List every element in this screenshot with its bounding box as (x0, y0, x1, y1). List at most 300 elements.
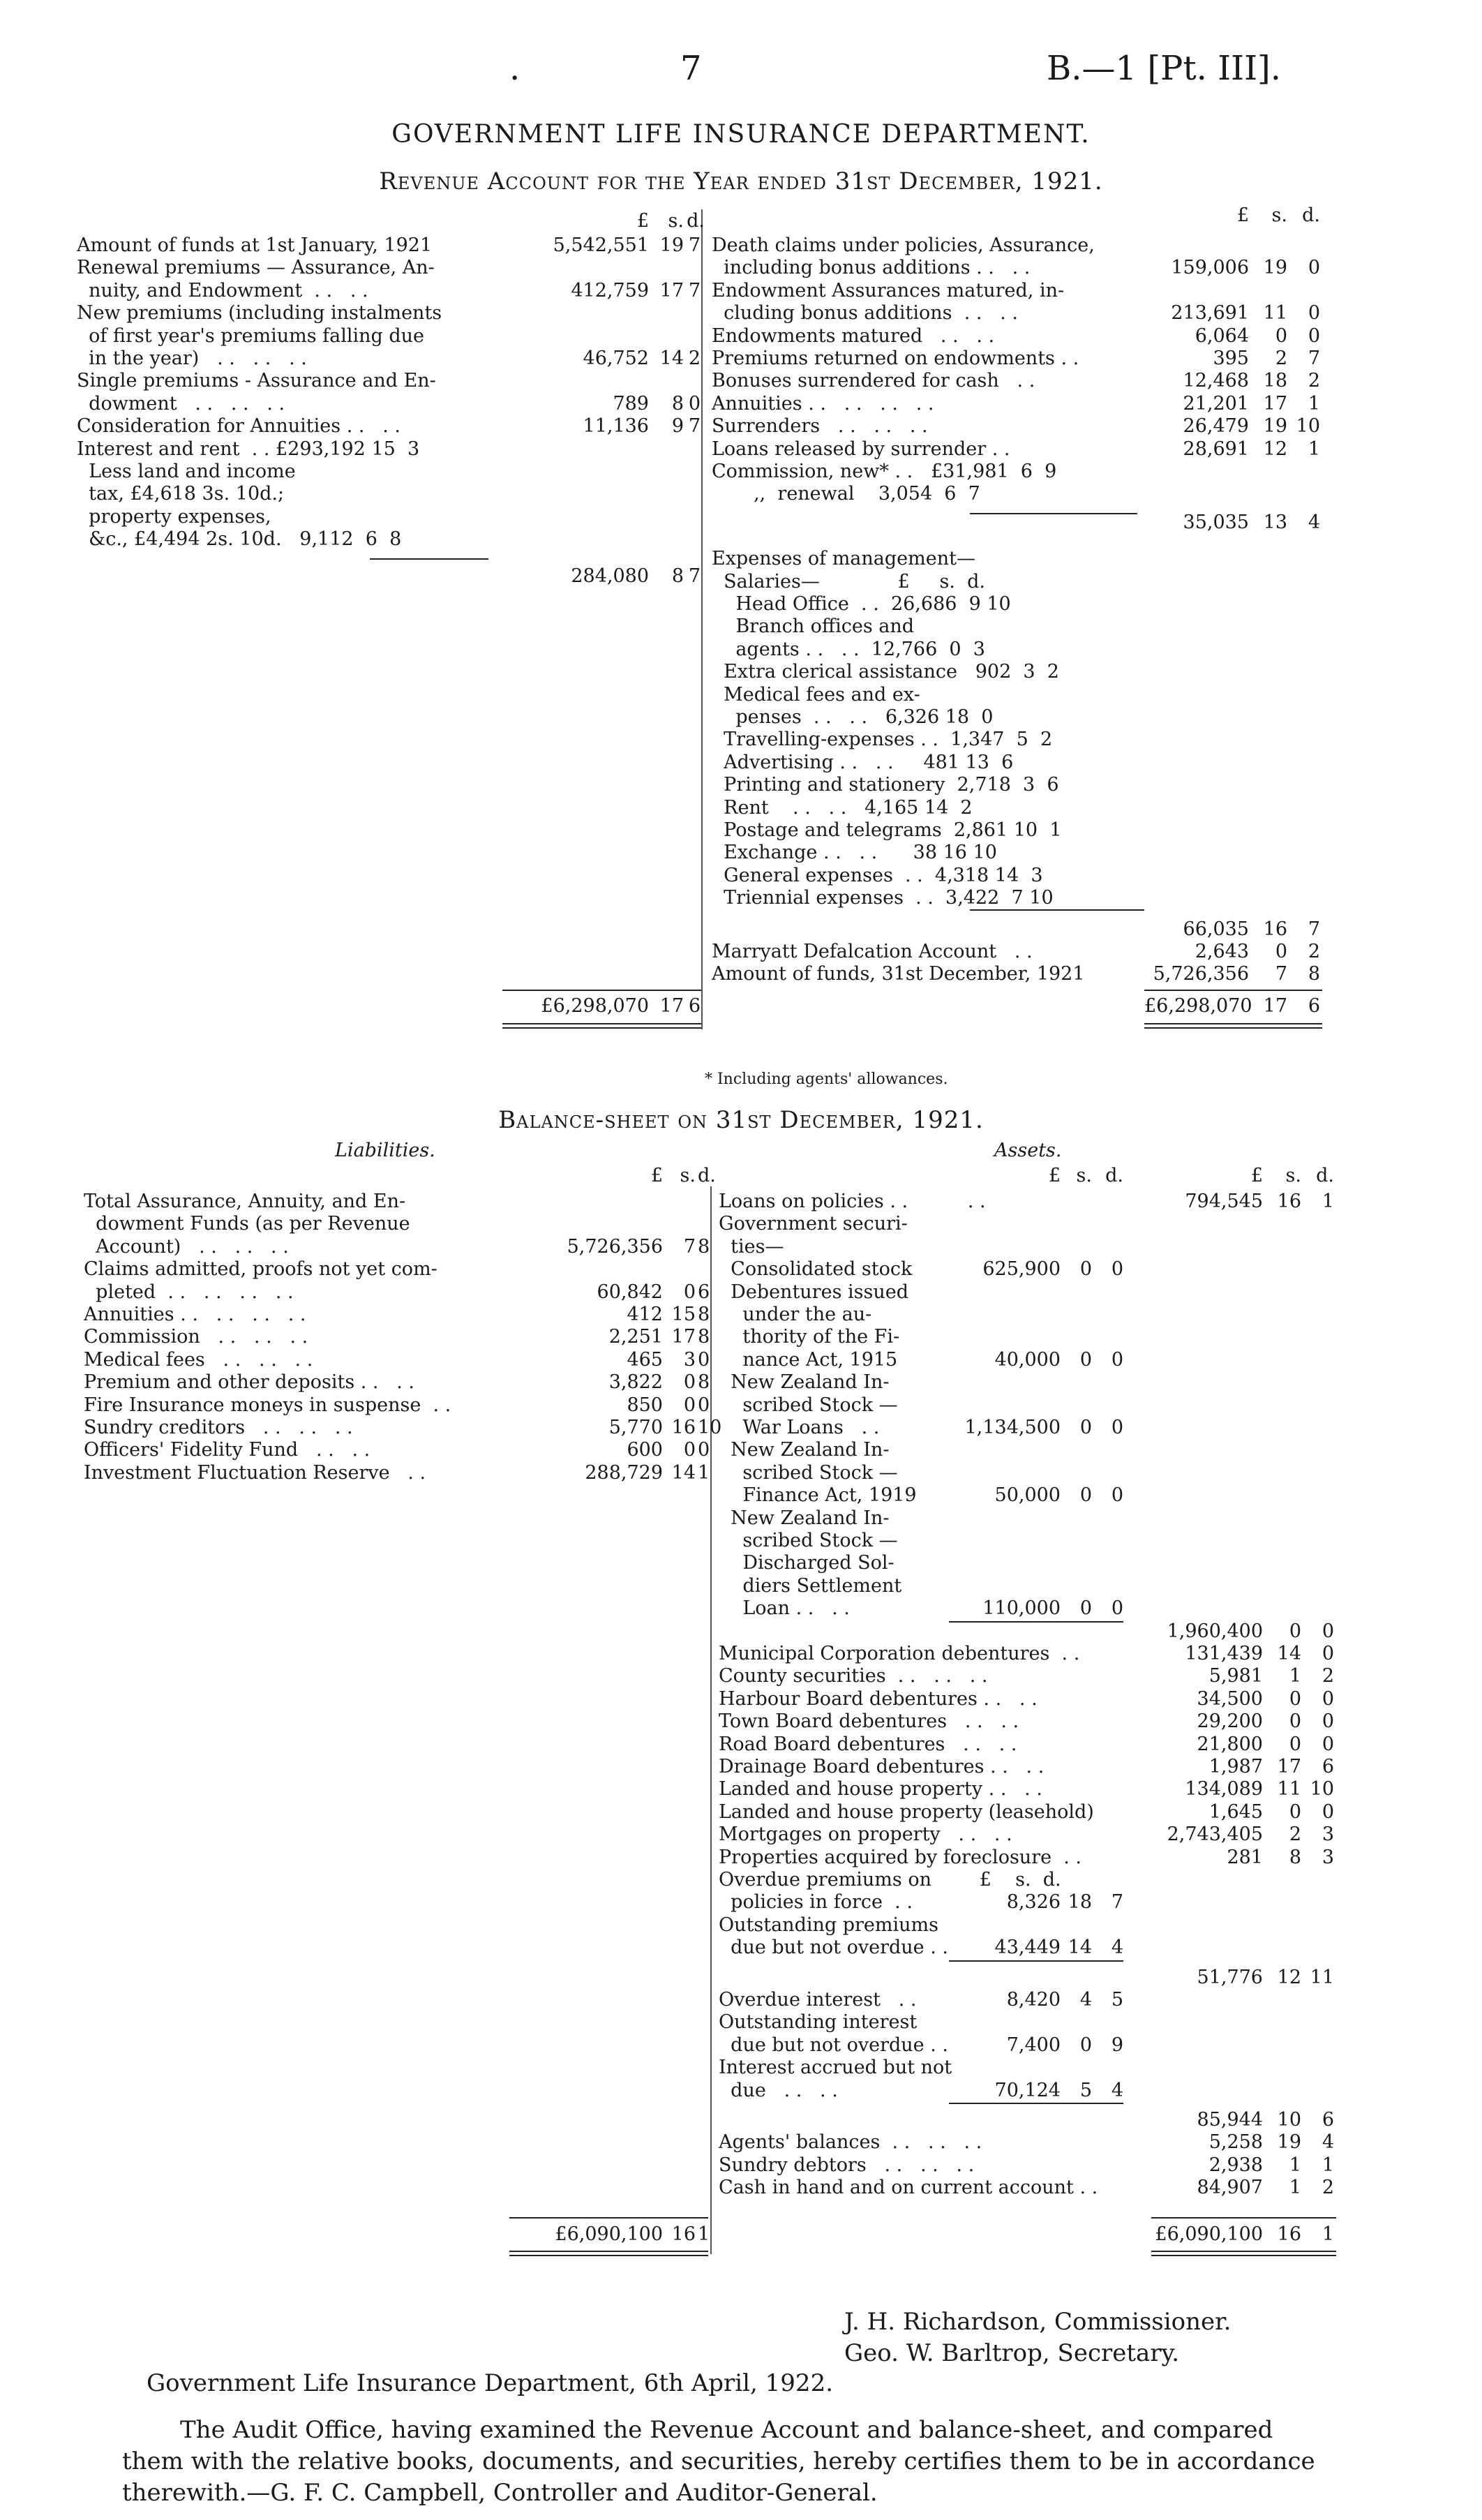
liability-amount-pounds: 60,842 (597, 1281, 663, 1303)
rev-right-total-pence: 6 (1308, 995, 1320, 1017)
liability-amount-shillings: 0 (683, 1371, 696, 1394)
asset-line: Outstanding premiums (719, 1914, 938, 1936)
rev-left-line: of first year's premiums falling due (77, 325, 425, 347)
rev-right-amount-pence: 0 (1308, 302, 1320, 325)
asset-amount-outer-pence: 0 (1322, 1733, 1334, 1755)
rev-right-line: Expenses of management— (712, 548, 975, 570)
asset-amount-outer-pounds: 2,743,405 (1167, 1824, 1263, 1846)
rev-right-amount-pounds: 12,468 (1183, 370, 1249, 392)
rev-right-amount-shillings: 19 (1263, 415, 1287, 438)
assets-total-rule (1151, 2217, 1336, 2219)
asset-line: scribed Stock — (719, 1530, 898, 1551)
asset-amount-outer-shillings: 17 (1277, 1756, 1301, 1777)
asset-amount-inner-shillings: 18 (1068, 1891, 1092, 1914)
rev-right-amount-shillings: 19 (1263, 257, 1287, 279)
asset-premiums-subtotal-rule (949, 1960, 1123, 1962)
rev-right-amount-pence: 0 (1308, 325, 1320, 347)
rev-right-amount-pence: 7 (1308, 918, 1320, 940)
rev-right-expenses-rule (970, 909, 1144, 911)
asset-amount-outer-pence: 6 (1322, 1756, 1334, 1777)
rev-right-line: Endowment Assurances matured, in- (712, 279, 1065, 301)
asset-line: Agents' balances . . . . . . (719, 2131, 982, 2154)
asset-line: due . . . . (719, 2079, 838, 2101)
liability-line: Medical fees . . . . . . (84, 1348, 313, 1371)
rev-right-line: Advertising . . . . 481 13 6 (712, 751, 1014, 773)
rev-left-line: Consideration for Annuities . . . . (77, 415, 401, 438)
rev-left-amount-pounds: 46,752 (583, 348, 649, 369)
liability-line: Total Assurance, Annuity, and En- (84, 1191, 406, 1212)
rev-right-line: Endowments matured . . . . (712, 325, 995, 347)
rev-right-line: Branch offices and (712, 616, 915, 638)
asset-amount-outer-shillings: 19 (1277, 2131, 1301, 2154)
liability-amount-pounds: 600 (627, 1439, 663, 1461)
asset-amount-outer-shillings: 1 (1289, 2177, 1301, 2199)
rev-right-amount-shillings: 0 (1275, 325, 1287, 347)
assets-total-pounds: £6,090,100 (1155, 2223, 1263, 2245)
asset-line: New Zealand In- (719, 1371, 890, 1394)
rev-right-amount-shillings: 11 (1263, 302, 1287, 325)
rev-right-line: ,, renewal 3,054 6 7 (712, 483, 980, 505)
asset-amount-outer-pounds: 29,200 (1197, 1710, 1263, 1733)
rev-left-line: in the year) . . . . . . (77, 348, 307, 369)
asset-line: diers Settlement (719, 1574, 902, 1597)
asset-amount-outer-pence: 1 (1322, 2154, 1334, 2176)
liab-currency-pence: d. (698, 1165, 716, 1186)
liability-amount-pence: 10 (698, 1417, 722, 1438)
asset-amount-outer-pence: 3 (1322, 1824, 1334, 1846)
rev-right-amount-shillings: 17 (1263, 392, 1287, 415)
rev-left-total-pounds: £6,298,070 (541, 995, 649, 1017)
liability-line: Commission . . . . . . (84, 1326, 308, 1348)
rev-left-amount-shillings: 19 (659, 234, 684, 256)
rev-right-line: Extra clerical assistance 902 3 2 (712, 661, 1059, 683)
asset-amount-outer-shillings: 16 (1277, 1191, 1301, 1212)
rev-left-line: Amount of funds at 1st January, 1921 (77, 234, 433, 256)
place-date: Government Life Insurance Department, 6th April, 1922. (147, 2369, 834, 2397)
rev-left-line: nuity, and Endowment . . . . (77, 279, 368, 301)
asset-amount-inner-shillings: 0 (1079, 1484, 1092, 1507)
rev-left-line: New premiums (including instalments (77, 302, 442, 325)
rev-right-line: Postage and telegrams 2,861 10 1 (712, 819, 1062, 841)
liab-currency-pound: £ (650, 1165, 663, 1186)
rev-right-amount-pounds: 6,064 (1195, 325, 1249, 347)
asset-amount-inner-pence: 0 (1111, 1417, 1123, 1438)
liability-line: Claims admitted, proofs not yet com- (84, 1258, 437, 1281)
rev-left-subtotal-rule (370, 558, 488, 560)
signature-secretary: Geo. W. Barltrop, Secretary. (844, 2339, 1180, 2367)
rev-right-line: Amount of funds, 31st December, 1921 (712, 963, 1085, 985)
rev-right-amount-pounds: 66,035 (1183, 918, 1249, 940)
rev-right-total-double-rule (1144, 1023, 1322, 1029)
liability-amount-pence: 8 (698, 1371, 710, 1394)
liability-line: Account) . . . . . . (84, 1235, 289, 1258)
asset-amount-inner-pounds: 40,000 (994, 1348, 1061, 1371)
rev-left-amount-pounds: 5,542,551 (553, 234, 649, 256)
asset-line: policies in force . . (719, 1891, 913, 1914)
rev-right-amount-pence: 7 (1308, 348, 1320, 369)
asset-amount-outer-shillings: 2 (1289, 1824, 1301, 1846)
asset-line: Municipal Corporation debentures . . (719, 1643, 1080, 1664)
rev-left-amount-shillings: 14 (659, 348, 684, 369)
liability-amount-pence: 1 (698, 1461, 710, 1484)
liabilities-heading: Liabilities. (335, 1140, 435, 1161)
asset-line: Cash in hand and on current account . . (719, 2177, 1098, 2199)
liability-line: Investment Fluctuation Reserve . . (84, 1461, 426, 1484)
asset-amount-outer-pence: 4 (1322, 2131, 1334, 2154)
asset-amount-outer-pounds: 134,089 (1185, 1778, 1263, 1800)
page-title: GOVERNMENT LIFE INSURANCE DEPARTMENT. (391, 120, 1091, 149)
asset-amount-outer-pounds: 2,938 (1208, 2154, 1263, 2176)
asset-line: Overdue premiums on £ s. d. (719, 1869, 1061, 1891)
rev-right-amount-shillings: 13 (1263, 511, 1287, 533)
rev-left-line: Interest and rent . . £293,192 15 3 (77, 438, 420, 460)
rev-right-amount-pence: 1 (1308, 392, 1320, 415)
asset-line: Harbour Board debentures . . . . (719, 1687, 1038, 1710)
rev-right-amount-pence: 0 (1308, 257, 1320, 279)
asset-amount-outer-pence: 11 (1310, 1966, 1334, 1988)
audit-certificate-line-2: them with the relative books, documents, and securities, hereby certifies them to be in accordance (122, 2447, 1315, 2475)
assets-heading: Assets. (994, 1140, 1062, 1161)
asset-line: Sundry debtors . . . . . . (719, 2154, 975, 2176)
asset-line: Finance Act, 1919 (719, 1484, 917, 1507)
asset-amount-inner-pence: 4 (1111, 1937, 1123, 1959)
asset-line: Properties acquired by foreclosure . . (719, 1846, 1081, 1868)
rev-left-amount-shillings: 17 (659, 279, 684, 301)
asset-amount-inner-shillings: 0 (1079, 2034, 1092, 2056)
rev-left-line: property expenses, (77, 505, 271, 528)
asset-amount-outer-shillings: 14 (1277, 1643, 1301, 1664)
asset-amount-outer-pence: 0 (1322, 1687, 1334, 1710)
asset-amount-outer-shillings: 8 (1289, 1846, 1301, 1868)
liability-line: Officers' Fidelity Fund . . . . (84, 1439, 370, 1461)
asset-amount-outer-pounds: 1,645 (1208, 1800, 1263, 1823)
rev-right-amount-shillings: 0 (1275, 941, 1287, 962)
rev-right-line: Surrenders . . . . . . (712, 415, 928, 438)
asset-amount-inner-shillings: 0 (1079, 1348, 1092, 1371)
rev-left-amount-shillings: 8 (671, 565, 684, 587)
document-reference: B.—1 [Pt. III]. (1047, 49, 1282, 88)
asset-line: Discharged Sol- (719, 1552, 895, 1574)
rev-right-amount-pounds: 21,201 (1183, 392, 1249, 415)
asset-amount-inner-pence: 7 (1111, 1891, 1123, 1914)
liability-line: Premium and other deposits . . . . (84, 1371, 415, 1394)
rev-right-line: Triennial expenses . . 3,422 7 10 (712, 887, 1054, 909)
asset-amount-inner-pence: 4 (1111, 2079, 1123, 2101)
asset-line: Landed and house property . . . . (719, 1778, 1042, 1800)
rev-left-currency-pound: £ (636, 210, 649, 232)
rev-right-amount-shillings: 18 (1263, 370, 1287, 392)
rev-right-amount-pence: 2 (1308, 370, 1320, 392)
rev-left-amount-pounds: 284,080 (571, 565, 649, 587)
liability-amount-pence: 8 (698, 1235, 710, 1258)
liability-amount-pounds: 3,822 (608, 1371, 663, 1394)
asset-amount-inner-pounds: 43,449 (994, 1937, 1061, 1959)
liability-amount-shillings: 16 (671, 1417, 696, 1438)
liability-amount-pounds: 465 (627, 1348, 663, 1371)
rev-right-currency-shilling: s. (1271, 204, 1287, 226)
asset-amount-outer-shillings: 1 (1289, 2154, 1301, 2176)
liability-line: Fire Insurance moneys in suspense . . (84, 1394, 451, 1416)
liability-amount-pence: 0 (698, 1439, 710, 1461)
asset-amount-outer-pounds: 84,907 (1197, 2177, 1263, 2199)
assets-currency-shilling-2: s. (1285, 1165, 1301, 1186)
asset-line: New Zealand In- (719, 1439, 890, 1461)
asset-line: Overdue interest . . (719, 1989, 917, 2011)
rev-right-line: Salaries— £ s. d. (712, 570, 986, 592)
rev-left-line: Renewal premiums — Assurance, An- (77, 257, 435, 279)
asset-amount-outer-pence: 0 (1322, 1620, 1334, 1642)
rev-left-total-pence: 6 (688, 995, 701, 1017)
liability-amount-shillings: 17 (671, 1326, 696, 1348)
asset-amount-outer-shillings: 10 (1277, 2109, 1301, 2131)
assets-currency-pound-2: £ (1250, 1165, 1263, 1186)
asset-amount-inner-shillings: 0 (1079, 1597, 1092, 1620)
assets-total-shillings: 16 (1277, 2223, 1301, 2245)
rev-right-amount-pounds: 26,479 (1183, 415, 1249, 438)
asset-amount-outer-pence: 1 (1322, 1191, 1334, 1212)
asset-amount-outer-shillings: 0 (1289, 1620, 1301, 1642)
asset-line: County securities . . . . . . (719, 1665, 988, 1687)
rev-left-line: dowment . . . . . . (77, 392, 285, 415)
rev-right-amount-shillings: 16 (1263, 918, 1287, 940)
rev-right-amount-pence: 2 (1308, 941, 1320, 962)
rev-left-amount-pence: 7 (688, 279, 701, 301)
asset-amount-outer-shillings: 1 (1289, 1665, 1301, 1687)
asset-amount-outer-shillings: 12 (1277, 1966, 1301, 1988)
rev-right-amount-pence: 10 (1296, 415, 1320, 438)
liability-amount-pounds: 412 (627, 1304, 663, 1325)
asset-amount-outer-pence: 10 (1310, 1778, 1334, 1800)
rev-right-line: Loans released by surrender . . (712, 438, 1010, 460)
liability-amount-shillings: 0 (683, 1394, 696, 1416)
asset-line: Interest accrued but not (719, 2057, 952, 2079)
asset-amount-inner-pence: 5 (1111, 1989, 1123, 2011)
rev-right-line: General expenses . . 4,318 14 3 (712, 864, 1043, 886)
asset-amount-outer-pounds: 1,960,400 (1167, 1620, 1263, 1642)
rev-right-line: Bonuses surrendered for cash . . (712, 370, 1035, 392)
rev-right-line: penses . . . . 6,326 18 0 (712, 706, 994, 728)
rev-left-amount-shillings: 8 (671, 392, 684, 415)
liability-amount-shillings: 0 (683, 1281, 696, 1303)
liability-line: pleted . . . . . . . . (84, 1281, 294, 1303)
asset-amount-inner-pounds: 8,326 (1006, 1891, 1061, 1914)
asset-amount-inner-shillings: 0 (1079, 1417, 1092, 1438)
liability-line: dowment Funds (as per Revenue (84, 1213, 410, 1235)
rev-right-line: Premiums returned on endowments . . (712, 348, 1079, 369)
asset-amount-outer-pounds: 5,258 (1208, 2131, 1263, 2154)
asset-line: War Loans . . (719, 1417, 880, 1438)
asset-amount-outer-shillings: 0 (1289, 1710, 1301, 1733)
rev-left-amount-pence: 0 (688, 392, 701, 415)
revenue-divider (701, 209, 703, 1029)
rev-right-amount-pence: 8 (1308, 963, 1320, 985)
asset-line: nance Act, 1915 (719, 1348, 898, 1371)
asset-amount-inner-pence: 9 (1111, 2034, 1123, 2056)
liab-total-double-rule (509, 2251, 708, 2256)
rev-right-line: including bonus additions . . . . (712, 257, 1031, 279)
rev-left-total-double-rule (502, 1023, 701, 1029)
rev-right-line: Head Office . . 26,686 9 10 (712, 593, 1011, 615)
rev-right-line: Medical fees and ex- (712, 683, 920, 706)
rev-left-total-rule (502, 990, 701, 991)
asset-amount-outer-pence: 0 (1322, 1800, 1334, 1823)
asset-amount-outer-pounds: 281 (1227, 1846, 1263, 1868)
rev-right-amount-pounds: 159,006 (1171, 257, 1249, 279)
asset-line: New Zealand In- (719, 1507, 890, 1529)
rev-right-line: Marryatt Defalcation Account . . (712, 941, 1033, 962)
liab-total-pence: 1 (698, 2223, 710, 2245)
rev-right-line: Exchange . . . . 38 16 10 (712, 842, 997, 864)
liability-amount-shillings: 0 (683, 1439, 696, 1461)
rev-right-line: Rent . . . . 4,165 14 2 (712, 796, 973, 819)
asset-amount-outer-pounds: 131,439 (1185, 1643, 1263, 1664)
liab-total-rule (509, 2217, 708, 2219)
asset-amount-outer-pounds: 85,944 (1197, 2109, 1263, 2131)
asset-line: Outstanding interest (719, 2011, 918, 2034)
revenue-account-title: Revenue Account for the Year ended 31st December, 1921. (379, 167, 1103, 195)
assets-currency-pound-1: £ (1048, 1165, 1061, 1186)
rev-left-currency-shilling: s. (668, 210, 684, 232)
asset-amount-inner-pence: 0 (1111, 1258, 1123, 1281)
audit-certificate-line-3: therewith.—G. F. C. Campbell, Controller and Auditor-General. (122, 2479, 878, 2507)
assets-currency-pence-2: d. (1316, 1165, 1334, 1186)
liability-amount-pounds: 288,729 (585, 1461, 663, 1484)
rev-right-line: Printing and stationery 2,718 3 6 (712, 774, 1059, 796)
asset-line: Road Board debentures . . . . (719, 1733, 1017, 1755)
asset-line: Consolidated stock (719, 1258, 913, 1281)
asset-interest-subtotal-rule (949, 2103, 1123, 2104)
asset-line: Drainage Board debentures . . . . (719, 1756, 1045, 1777)
signature-commissioner: J. H. Richardson, Commissioner. (844, 2308, 1232, 2336)
rev-right-amount-shillings: 2 (1275, 348, 1287, 369)
liability-amount-pounds: 2,251 (608, 1326, 663, 1348)
asset-line: Mortgages on property . . . . (719, 1824, 1012, 1846)
asset-line: ties— (719, 1235, 784, 1258)
asset-line: scribed Stock — (719, 1461, 898, 1484)
rev-right-amount-pounds: 35,035 (1183, 511, 1249, 533)
liability-amount-pounds: 5,770 (608, 1417, 663, 1438)
asset-amount-inner-pounds: 110,000 (982, 1597, 1061, 1620)
assets-currency-shilling-1: s. (1076, 1165, 1092, 1186)
liability-line: Sundry creditors . . . . . . (84, 1417, 353, 1438)
rev-right-total-pounds: £6,298,070 (1144, 995, 1252, 1017)
asset-amount-outer-pence: 0 (1322, 1643, 1334, 1664)
asset-amount-outer-pounds: 34,500 (1197, 1687, 1263, 1710)
rev-right-line: agents . . . . 12,766 0 3 (712, 638, 985, 660)
assets-total-double-rule (1151, 2251, 1336, 2256)
asset-amount-inner-pounds: 8,420 (1006, 1989, 1061, 2011)
rev-right-amount-pounds: 395 (1213, 348, 1249, 369)
rev-left-amount-pounds: 412,759 (571, 279, 649, 301)
rev-right-amount-shillings: 12 (1263, 438, 1287, 460)
balance-divider (710, 1186, 712, 2254)
liab-total-pounds: £6,090,100 (555, 2223, 663, 2245)
asset-line: Government securi- (719, 1213, 908, 1235)
assets-total-pence: 1 (1322, 2223, 1334, 2245)
asset-amount-outer-pence: 2 (1322, 1665, 1334, 1687)
asset-amount-outer-pounds: 794,545 (1185, 1191, 1263, 1212)
asset-amount-inner-pence: 0 (1111, 1348, 1123, 1371)
rev-right-amount-pounds: 2,643 (1195, 941, 1249, 962)
rev-left-amount-shillings: 9 (671, 415, 684, 438)
asset-amount-outer-shillings: 11 (1277, 1778, 1301, 1800)
asset-amount-inner-shillings: 5 (1079, 2079, 1092, 2101)
asset-amount-inner-shillings: 14 (1068, 1937, 1092, 1959)
rev-right-line: Annuities . . . . . . . . (712, 392, 934, 415)
liab-total-shillings: 16 (671, 2223, 696, 2245)
page-number: 7 (680, 49, 702, 88)
rev-right-amount-shillings: 7 (1275, 963, 1287, 985)
asset-amount-outer-pence: 6 (1322, 2109, 1334, 2131)
liability-amount-pence: 8 (698, 1304, 710, 1325)
rev-left-amount-pence: 7 (688, 565, 701, 587)
rev-left-line: tax, £4,618 3s. 10d.; (77, 483, 285, 505)
asset-line: thority of the Fi- (719, 1326, 900, 1348)
rev-right-amount-pounds: 213,691 (1171, 302, 1249, 325)
balance-sheet-title: Balance-sheet on 31st December, 1921. (498, 1106, 984, 1134)
liability-amount-pence: 8 (698, 1326, 710, 1348)
rev-right-amount-pence: 4 (1308, 511, 1320, 533)
rev-left-line: &c., £4,494 2s. 10d. 9,112 6 8 (77, 528, 402, 551)
asset-amount-inner-pence: 0 (1111, 1484, 1123, 1507)
rev-right-total-shillings: 17 (1263, 995, 1287, 1017)
asset-line: Loan . . . . (719, 1597, 850, 1620)
asset-amount-inner-pounds: 7,400 (1006, 2034, 1061, 2056)
rev-right-line: Commission, new* . . £31,981 6 9 (712, 461, 1057, 482)
asset-amount-inner-shillings: 0 (1079, 1258, 1092, 1281)
asset-amount-inner-shillings: 4 (1079, 1989, 1092, 2011)
rev-right-total-rule (1144, 990, 1322, 991)
audit-certificate-line-1: The Audit Office, having examined the Revenue Account and balance-sheet, and compared (180, 2416, 1273, 2444)
liability-amount-shillings: 7 (683, 1235, 696, 1258)
rev-right-amount-pounds: 28,691 (1183, 438, 1249, 460)
liability-amount-shillings: 14 (671, 1461, 696, 1484)
asset-govt-subtotal-rule (949, 1621, 1123, 1623)
asset-amount-outer-pounds: 51,776 (1197, 1966, 1263, 1988)
rev-right-line: Death claims under policies, Assurance, (712, 234, 1095, 256)
asset-amount-outer-shillings: 0 (1289, 1687, 1301, 1710)
rev-left-amount-pence: 7 (688, 234, 701, 256)
rev-left-amount-pence: 7 (688, 415, 701, 438)
liability-amount-shillings: 3 (683, 1348, 696, 1371)
asset-line: Landed and house property (leasehold) (719, 1800, 1094, 1823)
asset-amount-inner-pounds: 625,900 (982, 1258, 1061, 1281)
rev-right-line: cluding bonus additions . . . . (712, 302, 1018, 325)
asset-amount-outer-pence: 3 (1322, 1846, 1334, 1868)
asset-amount-inner-pounds: 1,134,500 (964, 1417, 1061, 1438)
rev-left-total-shillings: 17 (659, 995, 684, 1017)
assets-currency-pence-1: d. (1105, 1165, 1123, 1186)
asset-line: scribed Stock — (719, 1394, 898, 1416)
liability-amount-pence: 6 (698, 1281, 710, 1303)
asset-line: Loans on policies . . . . (719, 1191, 986, 1212)
asset-line: Town Board debentures . . . . (719, 1710, 1019, 1733)
asset-amount-inner-pounds: 70,124 (994, 2079, 1061, 2101)
rev-left-line: Less land and income (77, 461, 296, 482)
asset-amount-outer-pounds: 21,800 (1197, 1733, 1263, 1755)
rev-right-amount-pounds: 5,726,356 (1153, 963, 1249, 985)
asset-amount-outer-pence: 0 (1322, 1710, 1334, 1733)
rev-right-amount-pence: 1 (1308, 438, 1320, 460)
asset-line: due but not overdue . . (719, 2034, 948, 2056)
asset-amount-outer-pounds: 1,987 (1208, 1756, 1263, 1777)
rev-right-currency-pound: £ (1236, 204, 1249, 226)
liability-amount-pence: 0 (698, 1394, 710, 1416)
liability-amount-pence: 0 (698, 1348, 710, 1371)
rev-left-amount-pounds: 789 (613, 392, 649, 415)
liability-amount-shillings: 15 (671, 1304, 696, 1325)
rev-right-line: Travelling-expenses . . 1,347 5 2 (712, 729, 1053, 751)
